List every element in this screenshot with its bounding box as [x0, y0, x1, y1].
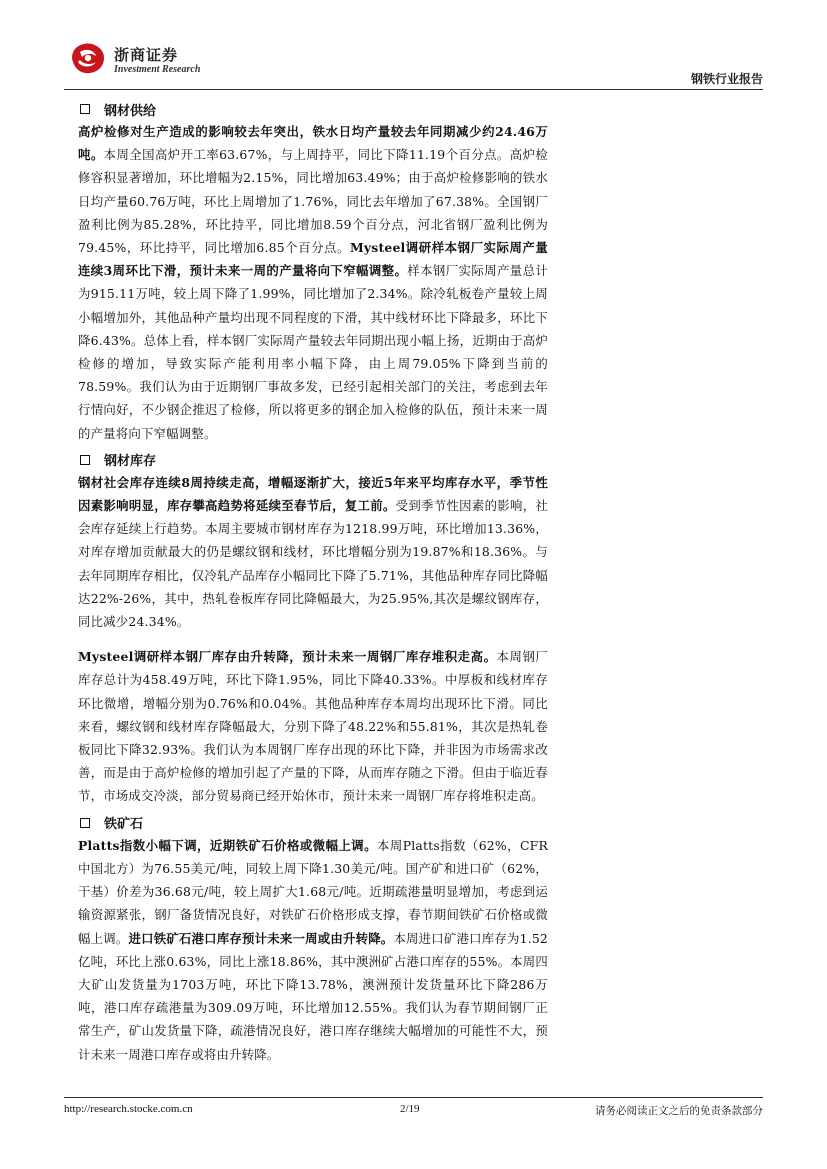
section-title: 钢材库存 [104, 454, 157, 470]
paragraph-text: 本周Platts指数（62%，CFR中国北方）为76.55美元/吨，同较上周下降1.30美元/吨。国产矿和进口矿（62%，干基）价差为36.68元/吨，较上周扩大1.68元/吨。近期疏港量明显增加，考虑到运输资源紧张，钢厂备货情况良好，对铁矿石价格形成支撑，春节期间铁矿石价格或微幅上调。 [78, 837, 548, 946]
paragraph-inventory-social [78, 471, 548, 633]
paragraph-text: 样本钢厂实际周产量总计为915.11万吨，较上周下降了1.99%，同比增加了2.34%。除冷轧板卷产量较上周小幅增加外，其他品种产量均出现不同程度的下滑，其中线材环比下降最多，环比下降6.43%。总体上看，样本钢厂实际周产量较去年同期出现小幅上扬，近期由于高炉检修的增加，导致实际产能利用率小幅下降，由上周79.05%下降到当前的78.59%。我们认为由于近期钢厂事故多发，已经引起相关部门的关注，考虑到去年行情向好，不少钢企推迟了检修，所以将更多的钢企加入检修的队伍，预计未来一周的产量将向下窄幅调整。 [78, 263, 548, 441]
key-point: Platts指数小幅下调，近期铁矿石价格或微幅上调。 [78, 837, 377, 853]
key-point: 钢材社会库存连续8周持续走高，增幅逐渐扩大，接近5年来平均库存水平，季节性因素影响明显，库存攀高趋势将延续至春节后，复工前。 [78, 474, 548, 514]
paragraph-text: 本周全国高炉开工率63.67%，与上周持平，同比下降11.19个百分点。高炉检修容积显著增加，环比增幅为2.15%，同比增加63.49%；由于高炉检修影响的铁水日均产量60.76万吨，环比上周增加了1.76%，同比去年增加了67.38%。全国钢厂盈利比例为85.28%，环比持平，同比增加8.59个百分点，河北省钢厂盈利比例为79.45%，环比持平，同比增加6.85个百分点。 [78, 147, 548, 256]
key-point: 高炉检修对生产造成的影响较去年突出，铁水日均产量较去年同期减少约24.46万吨。 [78, 124, 548, 163]
paragraph-inventory-mill [78, 645, 548, 807]
checkbox-bullet-icon [80, 104, 90, 114]
page-header [0, 0, 827, 92]
footer-disclaimer: 请务必阅读正文之后的免责条款部分 [595, 1105, 763, 1117]
logo-text-cn: 浙商证券 [114, 46, 179, 64]
header-divider [64, 89, 763, 90]
section-heading-inventory [78, 449, 548, 471]
section-heading-supply [78, 98, 548, 120]
key-point: 进口铁矿石港口库存预计未来一周或由升转降。 [128, 930, 394, 946]
report-body [78, 98, 548, 1066]
checkbox-bullet-icon [80, 455, 90, 465]
key-point: Mysteel调研样本钢厂实际周产量连续3周环比下滑，预计未来一周的产量将向下窄幅调整。 [78, 240, 548, 279]
footer-url: http://research.stocke.com.cn [64, 1103, 193, 1115]
paragraph-ore [78, 834, 548, 1066]
paragraph-text: 本周钢厂库存总计为458.49万吨，环比下降1.95%，同比下降40.33%。中厚板和线材库存环比微增，增幅分别为0.76%和0.04%。其他品种库存本周均出现环比下滑。同比来看，螺纹钢和线材库存降幅最大，分别下降了48.22%和55.81%，其次是热轧卷板同比下降32.93%。我们认为本周钢厂库存出现的环比下降，并非因为市场需求改善，而是由于高炉检修的增加引起了产量的下降，从而库存随之下滑。但由于临近春节，市场成交冷淡，部分贸易商已经开始休市，预计未来一周钢厂库存将堆积走高。 [78, 649, 548, 804]
report-type: 钢铁行业报告 [690, 72, 763, 86]
checkbox-bullet-icon [80, 818, 90, 828]
key-point: Mysteel调研样本钢厂库存由升转降，预计未来一周钢厂库存堆积走高。 [78, 649, 497, 665]
paragraph-text: 受到季节性因素的影响，社会库存延续上行趋势。本周主要城市钢材库存为1218.99万吨，环比增加13.36%，对库存增加贡献最大的仍是螺纹钢和线材，环比增幅分别为19.87%和18.36%。与去年同期库存相比，仅冷轧产品库存小幅同比下降了5.71%，其他品种库存同比降幅达22%-26%，其中，热轧卷板库存同比降幅最大，为25.95%,其次是螺纹钢库存，同比减少24.34%。 [78, 498, 548, 630]
paragraph-supply [78, 120, 548, 445]
section-heading-ore [78, 812, 548, 834]
page-number: 2/19 [400, 1103, 420, 1115]
zheshang-logo-icon [68, 40, 108, 76]
paragraph-text: 本周进口矿港口库存为1.52亿吨，环比上涨0.63%，同比上涨18.86%，其中澳洲矿占港口库存的55%。本周四大矿山发货量为1703万吨，环比下降13.78%，澳洲预计发货量环比下降286万吨，港口库存疏港量为309.09万吨，环比增加12.55%。我们认为春节期间钢厂正常生产，矿山发货量下降，疏港情况良好，港口库存继续大幅增加的可能性不大，预计未来一周港口库存或将由升转降。 [78, 930, 548, 1062]
footer-divider [64, 1097, 763, 1098]
section-title: 铁矿石 [104, 817, 144, 833]
section-title: 钢材供给 [104, 103, 157, 119]
logo-text-en: Investment Research [114, 64, 201, 75]
